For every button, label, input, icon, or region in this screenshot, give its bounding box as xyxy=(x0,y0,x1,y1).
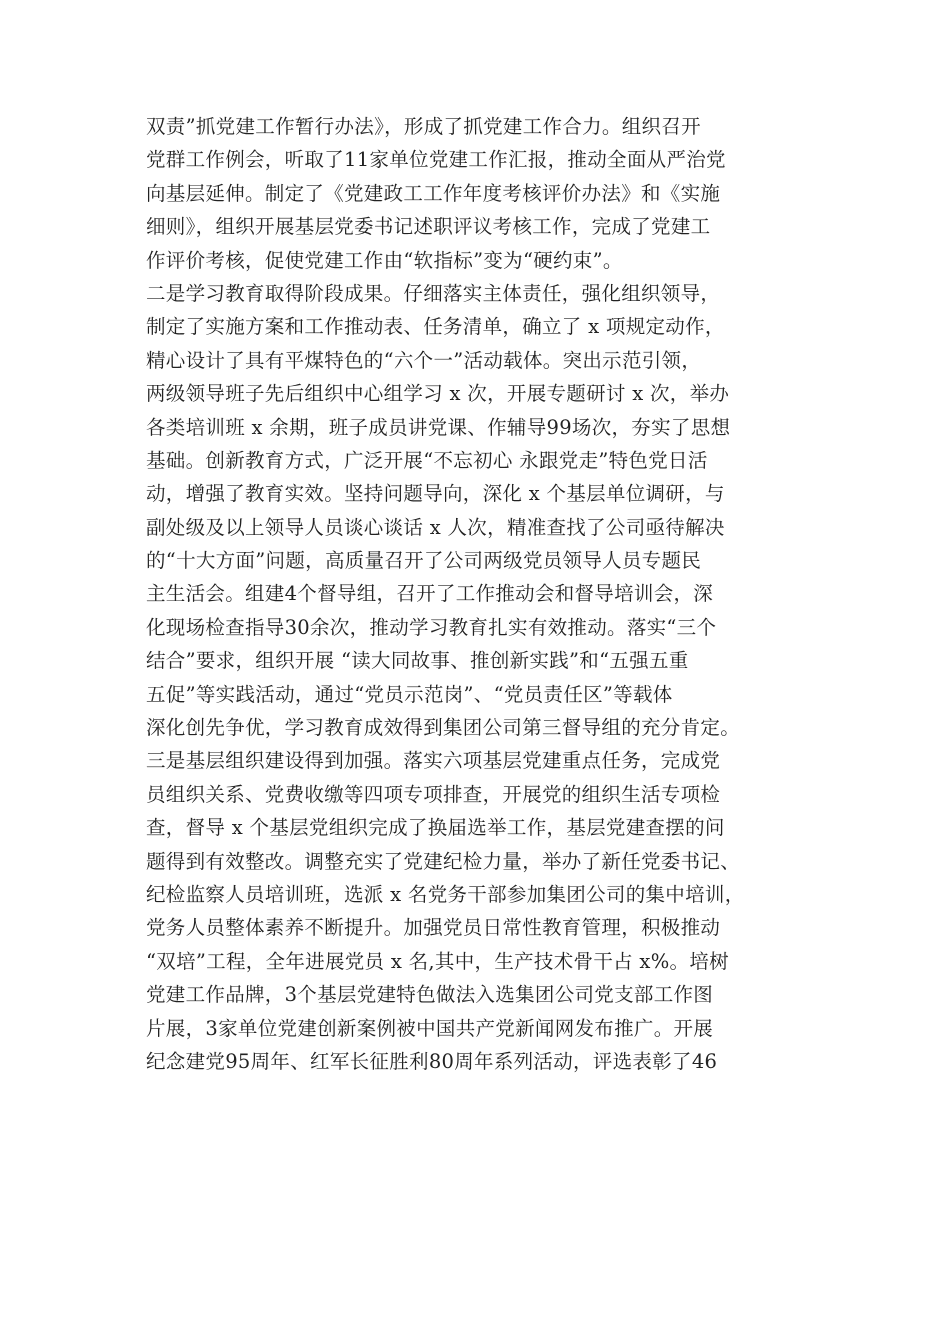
text-line: 片展，3家单位党建创新案例被中国共产党新闻网发布推广。开展 xyxy=(146,1016,714,1040)
text-line: 精心设计了具有平煤特色的“六个一”活动载体。突出示范引领， xyxy=(146,348,702,372)
text-line: 基础。创新教育方式，广泛开展“不忘初心 永跟党走”特色党日活 xyxy=(146,448,708,472)
text-line: 党务人员整体素养不断提升。加强党员日常性教育管理，积极推动 xyxy=(146,916,721,940)
text-line: 动，增强了教育实效。坚持问题导向，深化 x 个基层单位调研，与 xyxy=(146,482,725,506)
text-line: 员组织关系、党费收缴等四项专项排查，开展党的组织生活专项检 xyxy=(146,782,721,806)
text-line: 向基层延伸。制定了《党建政工工作年度考核评价办法》和《实施 xyxy=(146,181,721,205)
text-line: 结合”要求，组织开展 “读大同故事、推创新实践”和“五强五重 xyxy=(146,649,689,673)
text-line: 党群工作例会，听取了11家单位党建工作汇报，推动全面从严治党 xyxy=(146,148,726,172)
text-line: 制定了实施方案和工作推动表、任务清单，确立了 x 项规定动作， xyxy=(146,315,725,339)
text-line: 查，督导 x 个基层党组织完成了换届选举工作，基层党建查摆的问 xyxy=(146,816,725,840)
text-line: 双责”抓党建工作暂行办法》，形成了抓党建工作合力。组织召开 xyxy=(146,115,701,138)
text-line: 二是学习教育取得阶段成果。仔细落实主体责任，强化组织领导， xyxy=(146,281,721,305)
text-line: 五促”等实践活动，通过“党员示范岗”、“党员责任区”等载体 xyxy=(146,682,673,706)
text-line: 三是基层组织建设得到加强。落实六项基层党建重点任务，完成党 xyxy=(146,749,721,773)
text-line: 各类培训班 x 余期，班子成员讲党课、作辅导99场次，夯实了思想 xyxy=(146,415,731,439)
text-line: 主生活会。组建4个督导组，召开了工作推动会和督导培训会，深 xyxy=(146,582,714,606)
text-line: 纪检监察人员培训班，选派 x 名党务干部参加集团公司的集中培训， xyxy=(146,882,745,906)
text-line: 作评价考核，促使党建工作由“软指标”变为“硬约束”。 xyxy=(146,248,623,272)
text-line: “双培”工程，全年进展党员 x 名,其中，生产技术骨干占 x%。培树 xyxy=(146,949,729,973)
text-line: 深化创先争优，学习教育成效得到集团公司第三督导组的充分肯定。 xyxy=(146,716,741,740)
text-line: 纪念建党95周年、红军长征胜利80周年系列活动，评选表彰了46 xyxy=(146,1049,718,1073)
text-line: 的“十大方面”问题，高质量召开了公司两级党员领导人员专题民 xyxy=(146,549,702,573)
text-line: 化现场检查指导30余次，推动学习教育扎实有效推动。落实“三个 xyxy=(146,615,717,639)
text-line: 细则》，组织开展基层党委书记述职评议考核工作，完成了党建工 xyxy=(146,215,711,239)
text-line: 党建工作品牌，3个基层党建特色做法入选集团公司党支部工作图 xyxy=(146,983,714,1007)
text-line: 副处级及以上领导人员谈心谈话 x 人次，精准查找了公司亟待解决 xyxy=(146,515,725,539)
text-line: 题得到有效整改。调整充实了党建纪检力量，举办了新任党委书记、 xyxy=(146,849,741,873)
body-text xyxy=(146,110,822,1078)
text-line: 两级领导班子先后组织中心组学习 x 次，开展专题研讨 x 次，举办 xyxy=(146,382,730,406)
